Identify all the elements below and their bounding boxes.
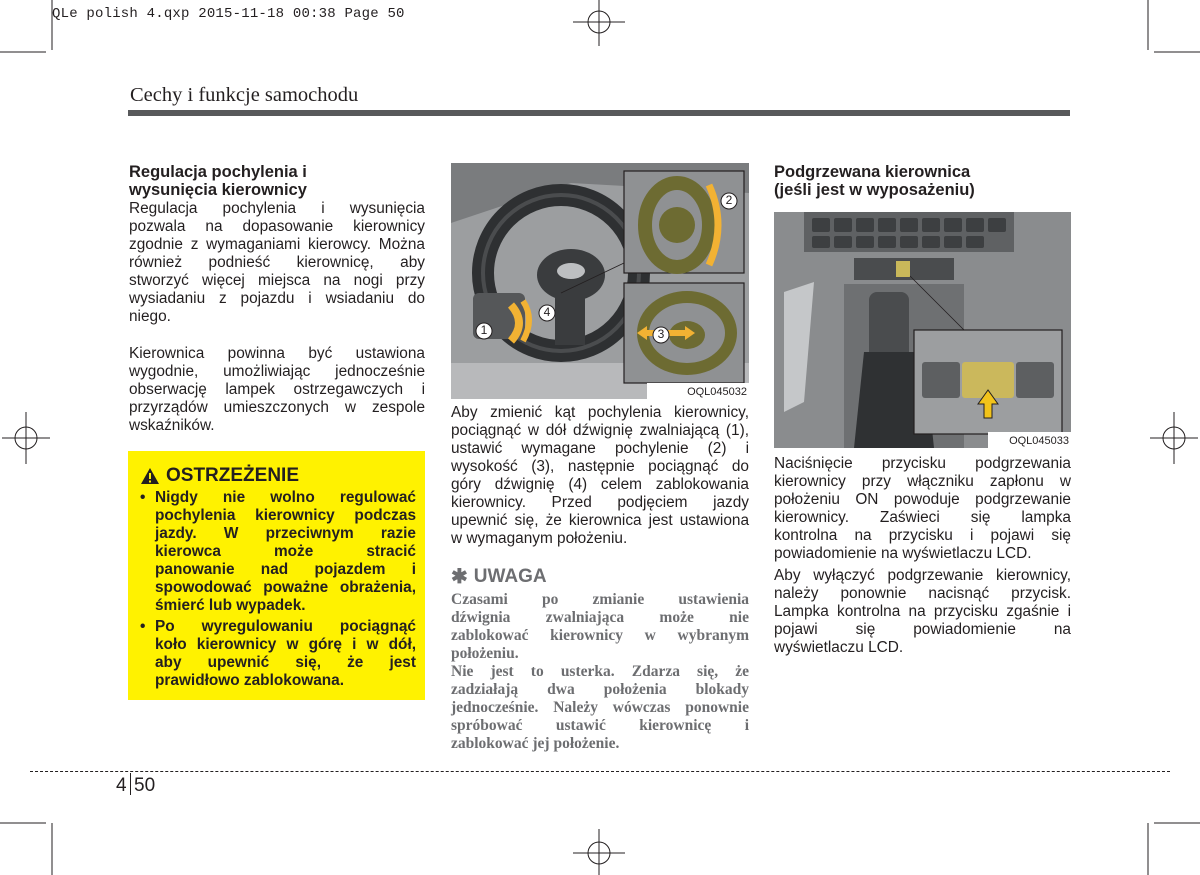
steering-wheel-illustration [451, 163, 749, 399]
right-column-text [774, 455, 1071, 657]
header-rule [128, 110, 1070, 116]
tilt-intro-paragraph: Regulacja pochylenia i wysunięcia pozwala na dopasowanie kierownicy zgodnie z wymaganiami kierowcy. Można również podnieść kierownicę, aby stworzyć więcej miejsca na nogi przy wysiadaniu z pojazdu i wsiadaniu do niego. [129, 200, 425, 325]
asterisk-icon: ✱ [451, 566, 468, 588]
heated-wheel-on-paragraph: Naciśnięcie przycisku podgrzewania kierownicy przy włączniku zapłonu w położeniu ON powoduje podgrzewanie kierownicy. Zaświeci się lampka kontrolna na przycisku i pojawi się powiadomienie na wyświetlaczu LCD. [774, 455, 1071, 562]
heated-wheel-button-figure [774, 212, 1071, 448]
registration-mark-right [1150, 412, 1198, 464]
registration-mark-bottom [573, 829, 625, 875]
steering-wheel-adjust-figure [451, 163, 749, 399]
note-paragraph-2: Nie jest to usterka. Zdarza się, że zadziałają dwa położenia blokady jednocześnie. Należy wówczas ponownie spróbować ustawić kierownicę i zablokować jej położenie. [451, 663, 749, 752]
heated-wheel-illustration [774, 212, 1071, 448]
tilt-position-paragraph: Kierownica powinna być ustawiona wygodnie, umożliwiając jednocześnie obserwację lampek ostrzegawczych i przyrządów umieszczonych w zespole wskaźników. [129, 345, 425, 434]
middle-column-text [451, 404, 749, 753]
section-heading-heated-wheel: Podgrzewana kierownica (jeśli jest w wyposażeniu) [774, 163, 975, 199]
note-paragraph-1: Czasami po zmianie ustawienia dźwignia zwalniająca może nie zablokować kierownicy w wybranym położeniu. [451, 591, 749, 662]
footer-rule [30, 771, 1170, 772]
registration-mark-top [573, 0, 625, 46]
print-slug: QLe polish 4.qxp 2015-11-18 00:38 Page 50 [52, 6, 405, 22]
heated-wheel-off-paragraph: Aby wyłączyć podgrzewanie kierownicy, należy ponownie nacisnąć przycisk. Lampka kontrolna na przycisku zgaśnie i pojawi się powiadomienie na wyświetlaczu LCD. [774, 567, 1071, 656]
warning-item: • Po wyregulowaniu pociągnąć koło kierownicy w górę i w dół, aby upewnić się, że jest prawidłowo zablokowana. [140, 618, 416, 689]
callout-2: 2 [725, 193, 733, 207]
page-number: 50 [134, 775, 156, 796]
warning-list [138, 489, 416, 693]
warning-title: OSTRZEŻENIE [140, 465, 299, 487]
callout-4: 4 [543, 305, 551, 319]
warning-triangle-icon [140, 467, 160, 485]
warning-item: • Nigdy nie wolno regulować pochylenia kierownicy podczas jazdy. W przeciwnym razie kierowca może stracić panowanie nad pojazdem i spowodować poważne obrażenia, śmierć lub wypadek. [140, 489, 416, 614]
warning-box [128, 451, 425, 700]
left-column [129, 163, 425, 435]
tilt-procedure-paragraph: Aby zmienić kąt pochylenia kierownicy, pociągnąć w dół dźwignię zwalniającą (1), ustawić wymagane pochylenie (2) i wysokość (3), następnie pociągnąć do góry dźwignię (4) celem zablokowania kierownicy. Przed podjęciem jazdy upewnić się, że kierownica jest ustawiona w wymaganym położeniu. [451, 404, 749, 547]
right-column-heading [774, 163, 1071, 199]
footer-divider [130, 773, 131, 795]
page-header-title: Cechy i funkcje samochodu [130, 84, 359, 106]
figure-code: OQL045033 [1009, 435, 1069, 447]
callout-1: 1 [480, 323, 488, 337]
section-heading-tilt-telescope: Regulacja pochylenia i wysunięcia kierownicy [129, 163, 307, 199]
callout-3: 3 [657, 327, 665, 341]
chapter-number: 4 [116, 775, 127, 796]
registration-mark-left [2, 412, 50, 464]
note-title: ✱ UWAGA [451, 565, 547, 588]
figure-code: OQL045032 [687, 386, 747, 398]
